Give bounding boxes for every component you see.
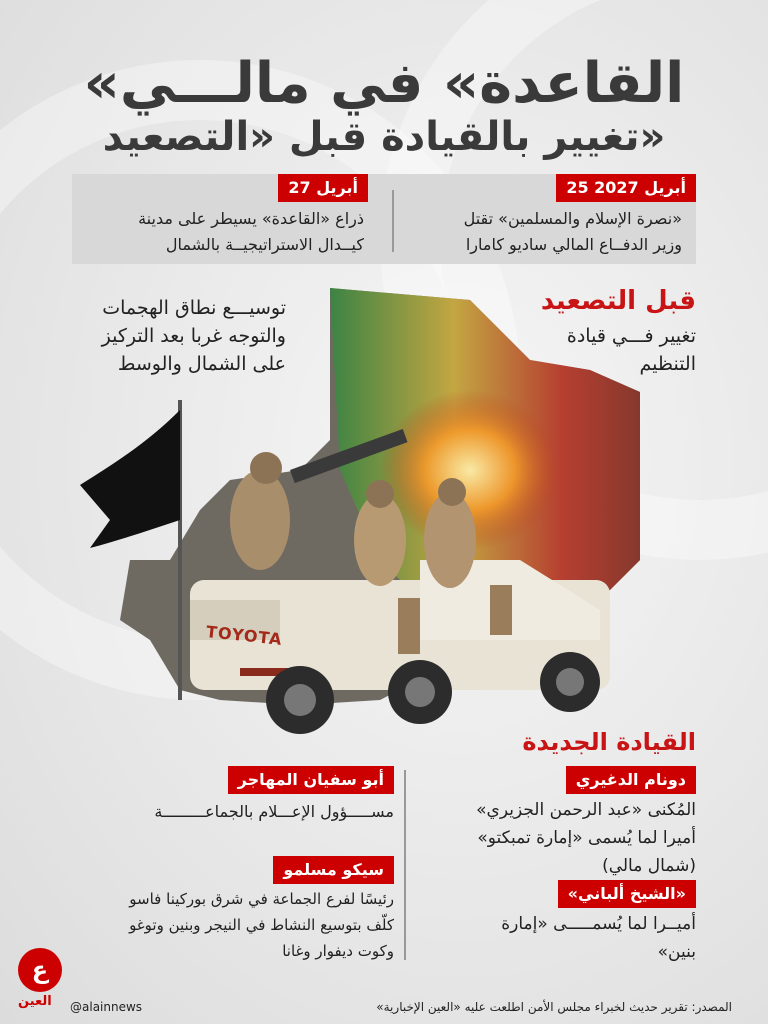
- leader-name-badge: سيكو مسلمو: [273, 856, 394, 884]
- leader-description: [64, 886, 394, 964]
- leader-name-badge: أبو سفيان المهاجر: [228, 766, 394, 794]
- event-date-badge: 27 أبريل: [278, 174, 368, 202]
- leader-description: [396, 796, 696, 880]
- main-title: «القاعدة» في مالـــي: [83, 51, 685, 116]
- leader-line: رئيسًا لفرع الجماعة في شرق بوركينا فاسو: [129, 890, 394, 908]
- leader-line: بنين»: [657, 942, 696, 962]
- event-line: كيــدال الاستراتيجيــة بالشمال: [165, 235, 364, 254]
- leader-line: وكوت ديفوار وغانا: [282, 942, 394, 960]
- leader-description: [396, 910, 696, 966]
- leader-line: كلّف بتوسيع النشاط في النيجر وبنين وتوغو: [129, 916, 394, 934]
- truck-brand-label: TOYOTA: [205, 622, 284, 649]
- new-leadership-heading: القيادة الجديدة: [522, 728, 696, 756]
- event-line: «نصرة الإسلام والمسلمين» تقتل: [463, 209, 682, 228]
- leader-line: (شمال مالي): [602, 856, 696, 876]
- event-line: ذراع «القاعدة» يسيطر على مدينة: [138, 209, 364, 228]
- before-escalation-text: [476, 322, 696, 378]
- expansion-line: على الشمال والوسط: [117, 353, 286, 375]
- source-note: المصدر: تقرير حديث لخبراء مجلس الأمن اطلعت عليه «العين الإخبارية»: [376, 1000, 732, 1014]
- leader-line: المُكنى «عبد الرحمن الجزيري»: [476, 800, 696, 820]
- expansion-text: [26, 294, 286, 378]
- subtitle: تغيير بالقيادة قبل «التصعيد»: [102, 114, 666, 160]
- expansion-line: والتوجه غربا بعد التركيز: [101, 325, 286, 347]
- expansion-line: توسيـــع نطاق الهجمات: [102, 297, 286, 319]
- social-handle: @alainnews: [70, 1000, 143, 1014]
- leader-line: أميــرا لما يُسمـــــى «إمارة: [501, 914, 696, 934]
- logo-text: العين: [18, 994, 52, 1009]
- leader-description: [84, 798, 394, 826]
- leader-line: مســـــؤول الإعـــلام بالجماعـــــــــة: [154, 802, 394, 821]
- black-flag: [80, 410, 180, 548]
- leader-line: أميرا لما يُسمى «إمارة تمبكتو»: [477, 828, 696, 848]
- leader-name-badge: «الشيخ ألباني»: [558, 880, 696, 908]
- event-line: وزير الدفــاع المالي ساديو كامارا: [465, 235, 682, 254]
- before-line: تغيير فـــي قيادة: [566, 325, 696, 347]
- leaders-divider: [404, 770, 406, 960]
- leader-name-badge: دونام الدغيري: [566, 766, 696, 794]
- alain-logo: ع: [18, 948, 62, 992]
- before-line: التنظيم: [639, 353, 696, 375]
- event-date-badge: 25 أبريل 2027: [556, 174, 696, 202]
- before-escalation-heading: قبل التصعيد: [540, 286, 696, 316]
